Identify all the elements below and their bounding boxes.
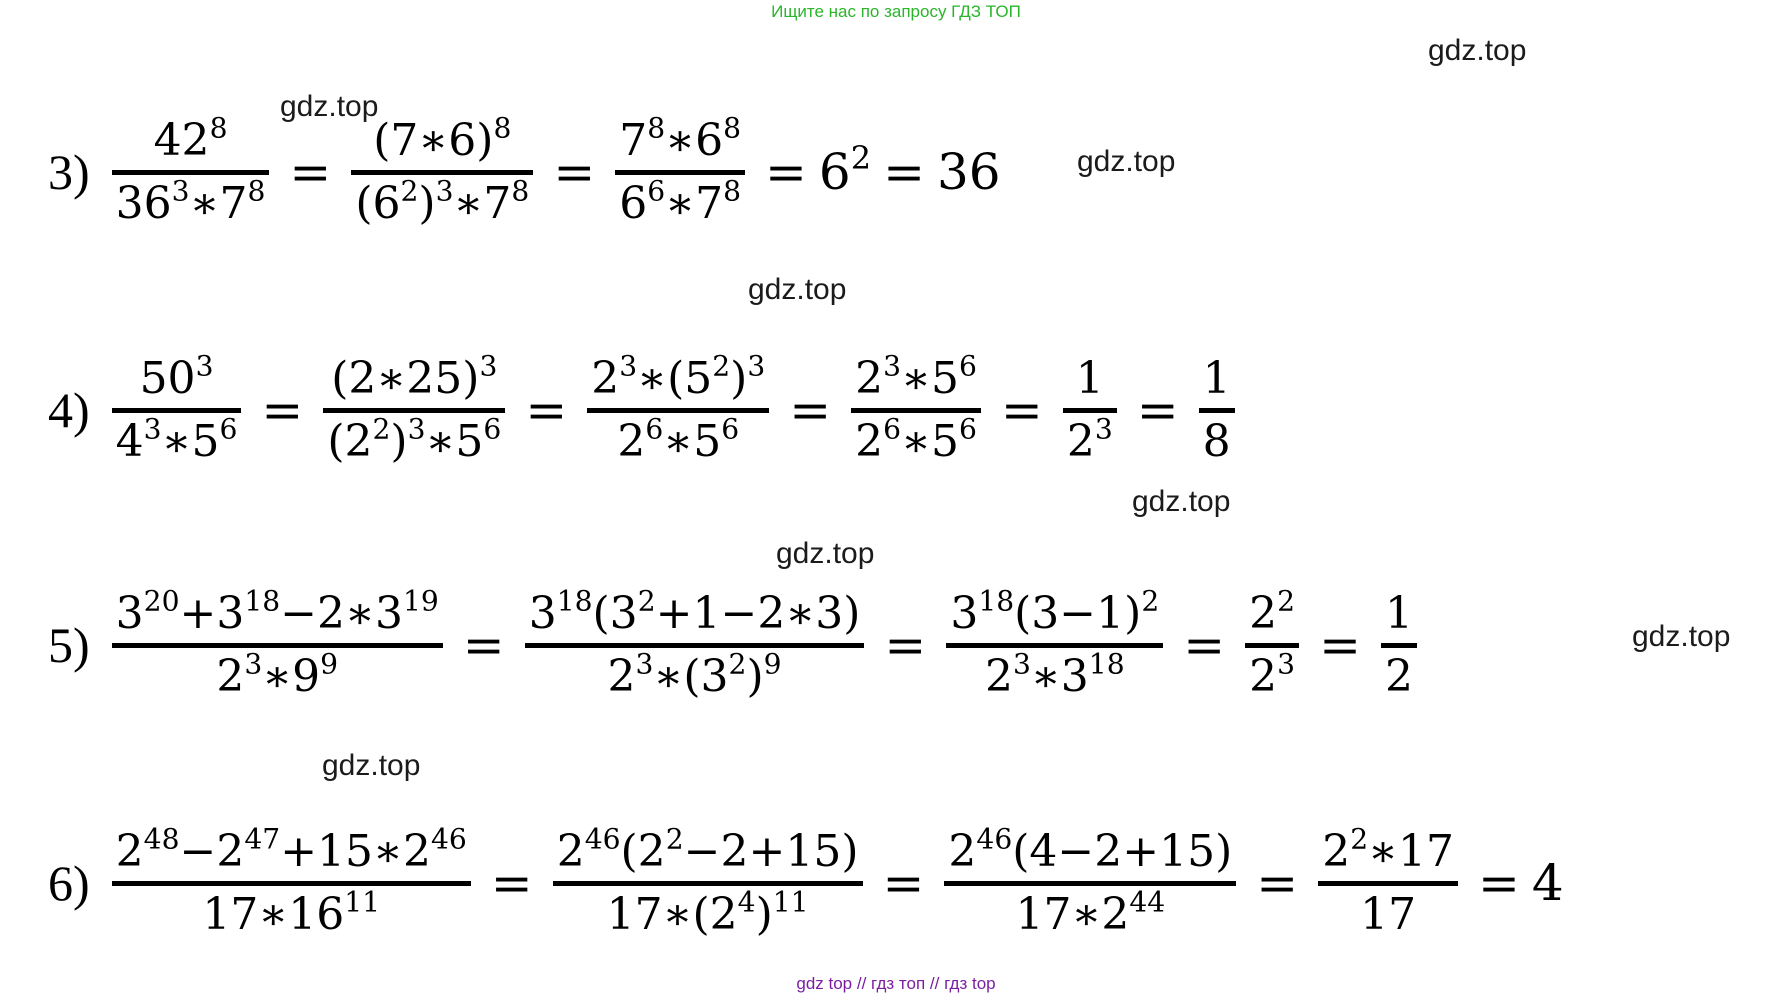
fraction-denominator: $2^3∗(3^2)^9$	[607, 647, 782, 702]
fraction-numerator: $2^{46}(2^2-2+15)$	[556, 822, 859, 877]
equals-sign: =	[1183, 616, 1226, 674]
fraction	[112, 112, 270, 233]
fraction-numerator: $50^3$	[139, 349, 214, 404]
problem-label: 5)	[48, 617, 90, 673]
fraction-numerator: $2^2$	[1249, 584, 1296, 639]
equals-sign: =	[789, 381, 832, 439]
fraction	[1245, 585, 1299, 706]
equals-sign: =	[883, 143, 925, 201]
fraction-numerator: $2^{46}(4-2+15)$	[948, 822, 1233, 877]
result-value: 36	[936, 143, 1001, 201]
fraction-numerator: $2^{48}-2^{47}+15∗2^{46}$	[115, 822, 467, 877]
equals-sign: =	[1000, 381, 1043, 439]
fraction	[946, 585, 1163, 706]
footer-separator: //	[856, 974, 867, 993]
fraction-numerator: $42^8$	[153, 111, 228, 166]
equals-sign: =	[884, 616, 927, 674]
equals-sign: =	[764, 143, 807, 201]
problem-4	[48, 330, 1243, 490]
fraction-denominator: $4^3∗5^6$	[115, 412, 238, 467]
fraction-denominator: $2^3$	[1066, 412, 1113, 467]
fraction-denominator: $2^3∗9^9$	[216, 647, 339, 702]
watermark: gdz.top	[776, 537, 875, 570]
problem-6	[48, 803, 1564, 963]
fraction	[112, 585, 443, 706]
equals-sign: =	[1319, 616, 1361, 674]
watermark: gdz.top	[1428, 34, 1527, 67]
fraction-numerator: 1	[1202, 352, 1231, 404]
fraction-denominator: 2	[1384, 650, 1413, 702]
problem-label: 6)	[48, 855, 90, 911]
footer-link[interactable]: гдз топ	[871, 974, 926, 993]
equals-sign: =	[1136, 381, 1179, 439]
fraction-denominator: $(2^2)^3∗5^6$	[327, 412, 502, 467]
fraction-numerator: $7^8∗6^8$	[619, 111, 741, 166]
fraction-denominator: $6^6∗7^8$	[619, 174, 741, 229]
fraction-denominator: 8	[1202, 415, 1231, 467]
fraction-denominator: $17∗16^{11}$	[202, 885, 381, 940]
watermark: gdz.top	[1077, 145, 1176, 178]
fraction	[1318, 823, 1458, 944]
fraction	[1063, 350, 1117, 471]
fraction-numerator: $2^3∗(5^2)^3$	[591, 349, 766, 404]
equals-sign: =	[462, 616, 505, 674]
footer-separator: //	[929, 974, 940, 993]
watermark: gdz.top	[748, 273, 847, 306]
equals-sign: =	[525, 381, 568, 439]
result-value: 4	[1531, 854, 1564, 912]
equals-sign: =	[289, 143, 332, 201]
fraction-numerator: $3^{18}(3^2+1-2∗3)$	[528, 584, 861, 639]
problem-5	[48, 565, 1425, 725]
watermark: gdz.top	[1132, 485, 1231, 518]
fraction	[351, 112, 533, 233]
fraction-numerator: $2^3∗5^6$	[855, 349, 977, 404]
fraction	[525, 585, 865, 706]
header-search-hint[interactable]: Ищите нас по запросу ГДЗ ТОП	[771, 2, 1021, 21]
fraction	[1381, 585, 1417, 706]
fraction	[944, 823, 1236, 944]
fraction-numerator: (7∗6)$^8$	[373, 111, 512, 166]
fraction	[112, 350, 242, 471]
result-value: $6^2$	[818, 139, 872, 201]
watermark: gdz.top	[1632, 620, 1731, 653]
fraction	[851, 350, 981, 471]
watermark: gdz.top	[280, 90, 379, 123]
fraction-numerator: 1	[1384, 587, 1413, 639]
footer-link[interactable]: гдз top	[944, 974, 996, 993]
fraction-denominator: $2^6∗5^6$	[617, 412, 740, 467]
footer-link[interactable]: gdz top	[796, 974, 853, 993]
watermark: gdz.top	[322, 749, 421, 782]
fraction-denominator: $(6^2)^3∗7^8$	[355, 174, 530, 229]
fraction-numerator: 1	[1075, 352, 1104, 404]
problem-label: 4)	[48, 382, 90, 438]
fraction	[323, 350, 505, 471]
fraction	[615, 112, 745, 233]
equals-sign: =	[1478, 854, 1520, 912]
fraction-numerator: (2∗25)$^3$	[331, 349, 498, 404]
fraction-numerator: $3^{18}(3-1)^2$	[950, 584, 1160, 639]
fraction-numerator: $3^{20}+3^{18}-2∗3^{19}$	[115, 584, 439, 639]
fraction-denominator: $36^3∗7^8$	[115, 174, 266, 229]
fraction-denominator: $2^6∗5^6$	[855, 412, 977, 467]
equals-sign: =	[882, 854, 925, 912]
problem-label: 3)	[48, 144, 90, 200]
equals-sign: =	[1256, 854, 1299, 912]
fraction-denominator: $17∗2^{44}$	[1015, 885, 1166, 940]
equals-sign: =	[261, 381, 304, 439]
fraction-numerator: $2^2∗17$	[1322, 822, 1455, 877]
fraction-denominator: $2^3$	[1249, 647, 1296, 702]
equals-sign: =	[553, 143, 596, 201]
fraction-denominator: $2^3∗3^{18}$	[984, 647, 1125, 702]
fraction-denominator: $17∗(2^4)^{11}$	[606, 885, 809, 940]
fraction	[112, 823, 471, 944]
problem-3	[48, 92, 1001, 252]
footer-links	[0, 974, 1792, 994]
fraction	[553, 823, 863, 944]
fraction-denominator: 17	[1360, 888, 1417, 940]
fraction	[1199, 350, 1235, 471]
fraction	[587, 350, 769, 471]
equals-sign: =	[490, 854, 533, 912]
